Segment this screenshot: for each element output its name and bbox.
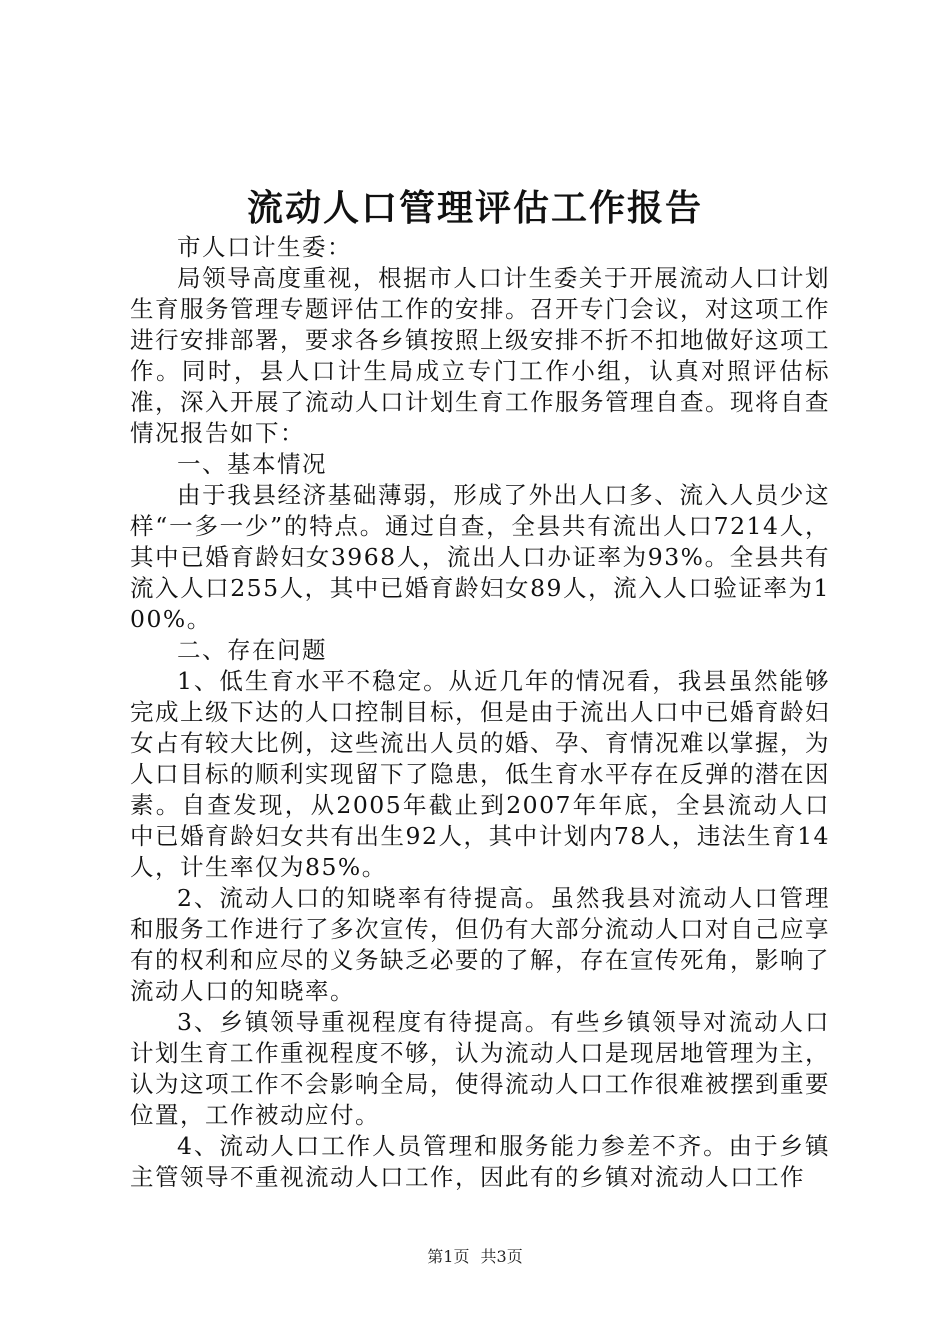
problem-paragraph-1: 1、低生育水平不稳定。从近几年的情况看，我县虽然能够完成上级下达的人口控制目标，但是由于流出人口中已婚育龄妇女占有较大比例，这些流出人员的婚、孕、育情况难以掌握，为人口目标的顺利实现留下了隐患，低生育水平存在反弹的潜在因素。自查发现，从2005年截止到2007年年底，全县流动人口中已婚育龄妇女共有出生92人，其中计划内78人，违法生育14人，计生率仅为85%。 bbox=[130, 667, 830, 881]
problem-paragraph-4: 4、流动人口工作人员管理和服务能力参差不齐。由于乡镇主管领导不重视流动人口工作，因此有的乡镇对流动人口工作 bbox=[130, 1132, 830, 1191]
section-heading-basic-situation: 一、基本情况 bbox=[177, 450, 327, 478]
page-number: 第1页 bbox=[427, 1247, 470, 1266]
section-heading-problems: 二、存在问题 bbox=[177, 636, 327, 664]
problem-paragraph-2: 2、流动人口的知晓率有待提高。虽然我县对流动人口管理和服务工作进行了多次宣传，但仍有大部分流动人口对自己应享有的权利和应尽的义务缺乏必要的了解，存在宣传死角，影响了流动人口的知晓率。 bbox=[130, 884, 830, 1005]
page-footer bbox=[0, 1247, 950, 1267]
page-total: 共3页 bbox=[480, 1247, 523, 1266]
intro-paragraph: 局领导高度重视，根据市人口计生委关于开展流动人口计划生育服务管理专题评估工作的安排。召开专门会议，对这项工作进行安排部署，要求各乡镇按照上级安排不折不扣地做好这项工作。同时，县人口计生局成立专门工作小组，认真对照评估标准，深入开展了流动人口计划生育工作服务管理自查。现将自查情况报告如下： bbox=[130, 264, 830, 447]
problem-paragraph-3: 3、乡镇领导重视程度有待提高。有些乡镇领导对流动人口计划生育工作重视程度不够，认为流动人口是现居地管理为主，认为这项工作不会影响全局，使得流动人口工作很难被摆到重要位置，工作被动应付。 bbox=[130, 1008, 830, 1129]
document-body bbox=[130, 232, 830, 1193]
salutation: 市人口计生委： bbox=[177, 233, 352, 261]
basic-situation-paragraph: 由于我县经济基础薄弱，形成了外出人口多、流入人员少这样“一多一少”的特点。通过自查，全县共有流出人口7214人，其中已婚育龄妇女3968人，流出人口办证率为93%。全县共有流入人口255人，其中已婚育龄妇女89人，流入人口验证率为100%。 bbox=[130, 481, 830, 633]
document-title: 流动人口管理评估工作报告 bbox=[246, 187, 703, 229]
